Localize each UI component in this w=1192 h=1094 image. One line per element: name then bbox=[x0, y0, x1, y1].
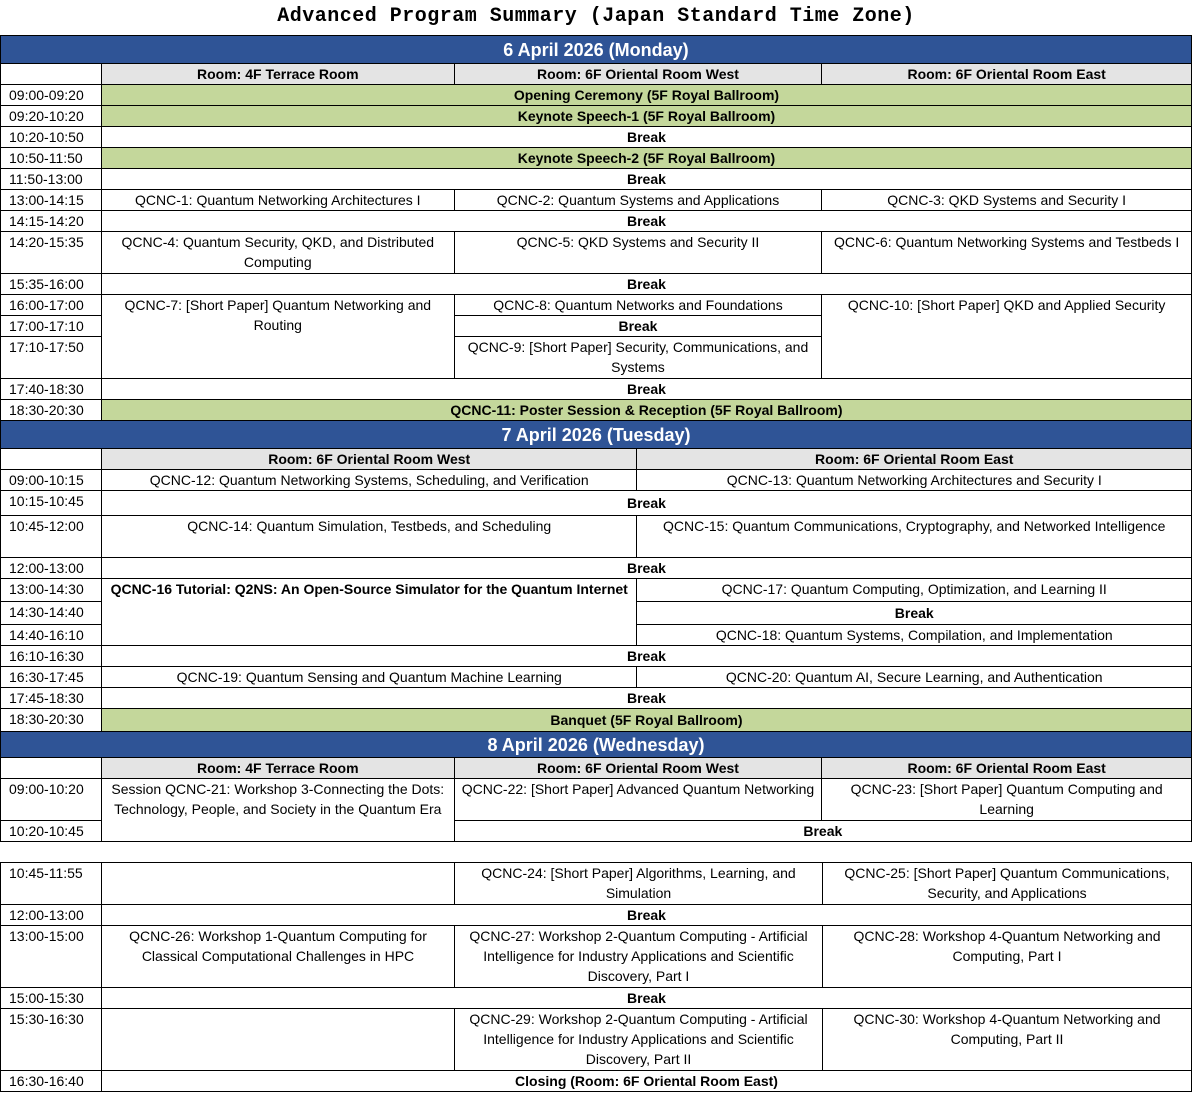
break-cell: Break bbox=[101, 274, 1191, 295]
time-slot: 12:00-13:00 bbox=[1, 558, 102, 579]
time-slot: 10:45-12:00 bbox=[1, 516, 102, 558]
day-heading-wednesday: 8 April 2026 (Wednesday) bbox=[1, 732, 1192, 758]
time-slot: 16:30-16:40 bbox=[1, 1071, 102, 1092]
break-cell: Break bbox=[101, 211, 1191, 232]
session-cell: QCNC-1: Quantum Networking Architectures I bbox=[101, 190, 454, 211]
break-cell: Break bbox=[454, 316, 822, 337]
time-slot: 17:45-18:30 bbox=[1, 688, 102, 709]
break-cell: Break bbox=[101, 491, 1191, 516]
workshop-cell: QCNC-29: Workshop 2-Quantum Computing - Artificial Intelligence for Industry Applications and Scientific Discovery, Part II bbox=[455, 1009, 823, 1071]
session-cell bbox=[102, 863, 455, 905]
plenary-event: Keynote Speech-1 (5F Royal Ballroom) bbox=[101, 106, 1191, 127]
session-cell: QCNC-22: [Short Paper] Advanced Quantum Networking bbox=[454, 779, 822, 821]
session-cell: QCNC-18: Quantum Systems, Compilation, and Implementation bbox=[637, 625, 1192, 646]
session-cell: QCNC-25: [Short Paper] Quantum Communications, Security, and Applications bbox=[823, 863, 1192, 905]
time-slot: 18:30-20:30 bbox=[1, 709, 102, 732]
break-cell: Break bbox=[101, 688, 1191, 709]
time-slot: 12:00-13:00 bbox=[1, 905, 102, 926]
session-cell: QCNC-13: Quantum Networking Architectures and Security I bbox=[637, 470, 1192, 491]
break-cell: Break bbox=[102, 988, 1192, 1009]
room-header: Room: 6F Oriental Room East bbox=[637, 449, 1192, 470]
session-cell: QCNC-8: Quantum Networks and Foundations bbox=[454, 295, 822, 316]
session-cell: QCNC-15: Quantum Communications, Cryptography, and Networked Intelligence bbox=[637, 516, 1192, 558]
room-header: Room: 6F Oriental Room West bbox=[454, 64, 822, 85]
room-header: Room: 6F Oriental Room East bbox=[822, 758, 1192, 779]
time-slot: 09:00-10:15 bbox=[1, 470, 102, 491]
time-slot: 10:50-11:50 bbox=[1, 148, 102, 169]
time-slot: 16:10-16:30 bbox=[1, 646, 102, 667]
session-cell: QCNC-17: Quantum Computing, Optimization, and Learning II bbox=[637, 579, 1192, 602]
session-cell: QCNC-23: [Short Paper] Quantum Computing and Learning bbox=[822, 779, 1192, 821]
session-cell: QCNC-6: Quantum Networking Systems and Testbeds I bbox=[822, 232, 1192, 274]
break-cell: Break bbox=[101, 646, 1191, 667]
time-header-blank bbox=[1, 758, 102, 779]
room-header: Room: 6F Oriental Room West bbox=[101, 449, 637, 470]
break-cell: Break bbox=[101, 127, 1191, 148]
plenary-event: Keynote Speech-2 (5F Royal Ballroom) bbox=[101, 148, 1191, 169]
break-cell: Break bbox=[637, 602, 1192, 625]
workshop-cell: QCNC-28: Workshop 4-Quantum Networking and Computing, Part I bbox=[823, 926, 1192, 988]
time-slot: 15:30-16:30 bbox=[1, 1009, 102, 1071]
session-cell: QCNC-9: [Short Paper] Security, Communications, and Systems bbox=[454, 337, 822, 379]
time-slot: 09:00-09:20 bbox=[1, 85, 102, 106]
room-header: Room: 6F Oriental Room West bbox=[454, 758, 822, 779]
time-slot: 14:15-14:20 bbox=[1, 211, 102, 232]
room-header: Room: 4F Terrace Room bbox=[101, 758, 454, 779]
time-slot: 16:00-17:00 bbox=[1, 295, 102, 316]
workshop-cell: Session QCNC-21: Workshop 3-Connecting the Dots: Technology, People, and Society in the Quantum Era bbox=[101, 779, 454, 842]
plenary-event: Banquet (5F Royal Ballroom) bbox=[101, 709, 1191, 732]
break-cell: Break bbox=[101, 558, 1191, 579]
time-slot: 18:30-20:30 bbox=[1, 400, 102, 421]
time-slot: 13:00-14:30 bbox=[1, 579, 102, 602]
session-cell: QCNC-14: Quantum Simulation, Testbeds, and Scheduling bbox=[101, 516, 637, 558]
workshop-cell: QCNC-30: Workshop 4-Quantum Networking and Computing, Part II bbox=[823, 1009, 1192, 1071]
time-slot: 15:00-15:30 bbox=[1, 988, 102, 1009]
workshop-cell: QCNC-27: Workshop 2-Quantum Computing - Artificial Intelligence for Industry Applications and Scientific Discovery, Part I bbox=[455, 926, 823, 988]
day-heading-tuesday: 7 April 2026 (Tuesday) bbox=[1, 421, 1192, 449]
session-cell: QCNC-5: QKD Systems and Security II bbox=[454, 232, 822, 274]
time-slot: 14:30-14:40 bbox=[1, 602, 102, 625]
break-cell: Break bbox=[101, 379, 1191, 400]
time-slot: 11:50-13:00 bbox=[1, 169, 102, 190]
page-title: Advanced Program Summary (Japan Standard Time Zone) bbox=[277, 5, 915, 28]
time-slot: 09:20-10:20 bbox=[1, 106, 102, 127]
time-slot: 10:20-10:50 bbox=[1, 127, 102, 148]
session-cell: QCNC-12: Quantum Networking Systems, Scheduling, and Verification bbox=[101, 470, 637, 491]
time-slot: 09:00-10:20 bbox=[1, 779, 102, 821]
schedule-table-continued bbox=[0, 862, 1192, 1092]
time-slot: 14:40-16:10 bbox=[1, 625, 102, 646]
time-slot: 13:00-15:00 bbox=[1, 926, 102, 988]
session-cell: QCNC-3: QKD Systems and Security I bbox=[822, 190, 1192, 211]
session-cell: QCNC-19: Quantum Sensing and Quantum Machine Learning bbox=[101, 667, 637, 688]
time-slot: 15:35-16:00 bbox=[1, 274, 102, 295]
session-cell: QCNC-4: Quantum Security, QKD, and Distributed Computing bbox=[101, 232, 454, 274]
time-header-blank bbox=[1, 64, 102, 85]
tutorial-cell: QCNC-16 Tutorial: Q2NS: An Open-Source Simulator for the Quantum Internet bbox=[101, 579, 637, 646]
day-heading-monday: 6 April 2026 (Monday) bbox=[1, 36, 1192, 64]
session-cell: QCNC-10: [Short Paper] QKD and Applied Security bbox=[822, 295, 1192, 379]
workshop-cell bbox=[102, 1009, 455, 1071]
session-cell: QCNC-20: Quantum AI, Secure Learning, and Authentication bbox=[637, 667, 1192, 688]
plenary-event: QCNC-11: Poster Session & Reception (5F Royal Ballroom) bbox=[101, 400, 1191, 421]
time-slot: 10:15-10:45 bbox=[1, 491, 102, 516]
time-slot: 16:30-17:45 bbox=[1, 667, 102, 688]
plenary-event: Opening Ceremony (5F Royal Ballroom) bbox=[101, 85, 1191, 106]
schedule-table bbox=[0, 35, 1192, 842]
time-slot: 17:10-17:50 bbox=[1, 337, 102, 379]
time-slot: 13:00-14:15 bbox=[1, 190, 102, 211]
room-header: Room: 6F Oriental Room East bbox=[822, 64, 1192, 85]
session-cell: QCNC-7: [Short Paper] Quantum Networking and Routing bbox=[101, 295, 454, 379]
workshop-cell: QCNC-26: Workshop 1-Quantum Computing for Classical Computational Challenges in HPC bbox=[102, 926, 455, 988]
time-slot: 17:00-17:10 bbox=[1, 316, 102, 337]
break-cell: Break bbox=[102, 905, 1192, 926]
time-slot: 17:40-18:30 bbox=[1, 379, 102, 400]
time-slot: 14:20-15:35 bbox=[1, 232, 102, 274]
time-slot: 10:45-11:55 bbox=[1, 863, 102, 905]
room-header: Room: 4F Terrace Room bbox=[101, 64, 454, 85]
break-cell: Break bbox=[454, 821, 1191, 842]
break-cell: Break bbox=[101, 169, 1191, 190]
session-cell: QCNC-2: Quantum Systems and Applications bbox=[454, 190, 822, 211]
time-slot: 10:20-10:45 bbox=[1, 821, 102, 842]
closing-event: Closing (Room: 6F Oriental Room East) bbox=[102, 1071, 1192, 1092]
time-header-blank bbox=[1, 449, 102, 470]
session-cell: QCNC-24: [Short Paper] Algorithms, Learning, and Simulation bbox=[455, 863, 823, 905]
